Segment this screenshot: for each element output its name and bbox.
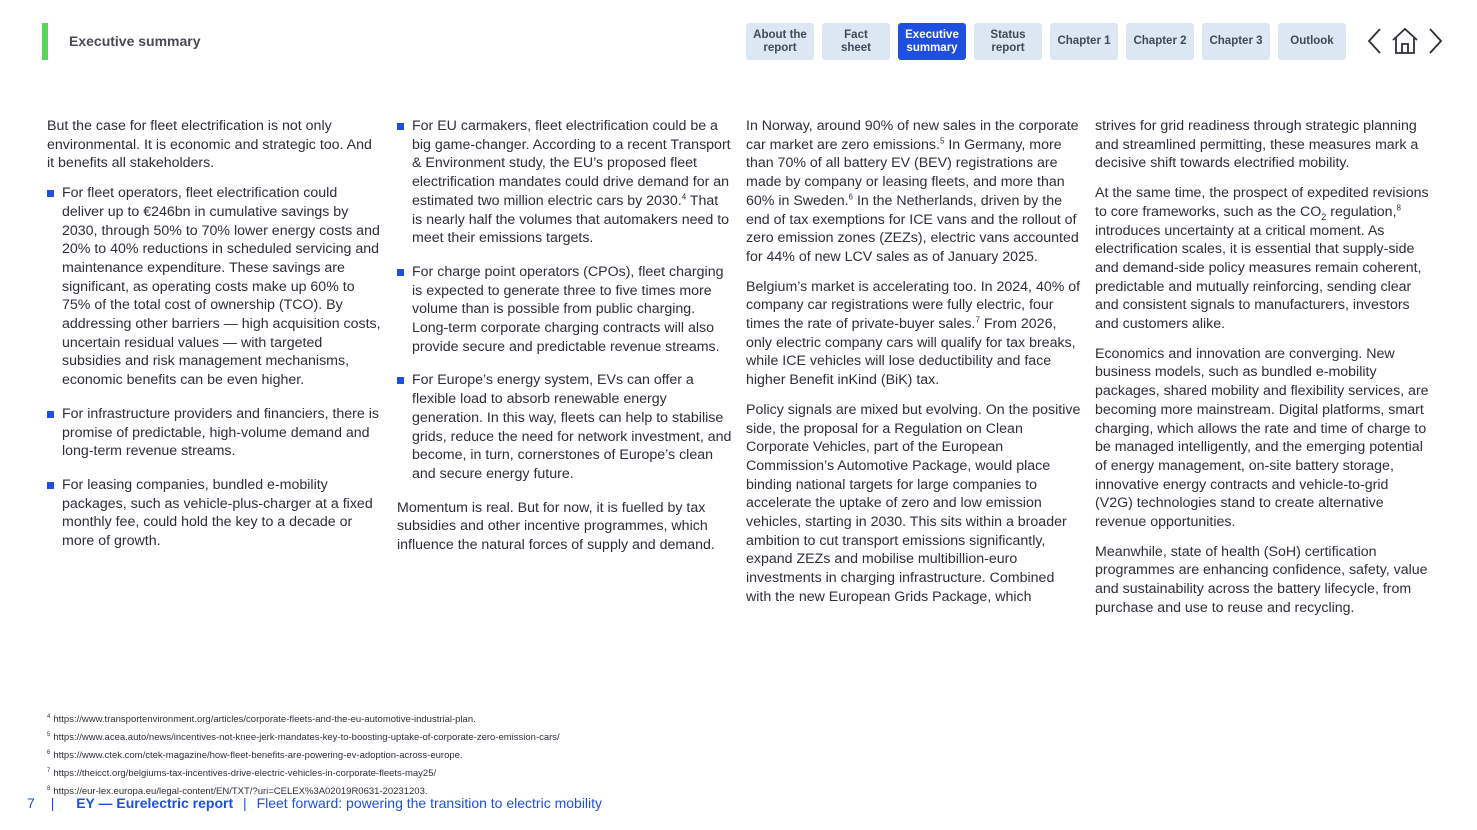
- tab-about-the-report[interactable]: About the report: [746, 23, 814, 60]
- list-item: For EU carmakers, fleet electrification could be a big game-changer. According to a recent Transport & Environment study, the EU’s proposed fleet electrification mandates could drive demand for an estimated two million electric cars by 2030.$^4$ That is nearly half the volumes that automakers need to meet their emissions targets.: [397, 117, 732, 248]
- tab-executive-summary[interactable]: Executive summary: [898, 23, 966, 60]
- list-item: For fleet operators, fleet electrification could deliver up to €246bn in cumulative savings by 2030, through 50% to 70% lower energy costs and 20% to 40% reductions in scheduled servicing and maintenance expenditure. These savings are significant, as operating costs make up 60% to 75% of the total cost of ownership (TCO). By addressing other barriers — high acquisition costs, uncertain residual values — with targeted subsidies and risk management mechanisms, economic benefits can be even higher.: [47, 184, 382, 390]
- tab-status-report[interactable]: Status report: [974, 23, 1042, 60]
- footer-separator: |: [50, 795, 55, 811]
- footer-divider: |: [243, 795, 247, 811]
- header-accent-bar: [42, 23, 48, 60]
- paragraph: Policy signals are mixed but evolving. On the positive side, the proposal for a Regulation on Clean Corporate Vehicles, part of the European Commission’s Automotive Package, would place binding national targets for large companies to accelerate the uptake of zero and low emission vehicles, starting in 2030. This sits within a broader ambition to cut transport emissions significantly, expand ZEZs and mobilise multibillion-euro investments in charging infrastructure. Combined with the new European Grids Package, which: [746, 401, 1081, 605]
- page-navigation: [1365, 26, 1445, 56]
- footnote-ref[interactable]: 7: [975, 315, 980, 325]
- list-item: For infrastructure providers and financiers, there is promise of predictable, high-volume demand and long-term revenue streams.: [47, 405, 382, 461]
- footnote: $^5$ https://www.acea.auto/news/incentives-not-knee-jerk-mandates-key-to-boosting-uptake-of-corporate-zero-emission-cars/: [47, 731, 560, 744]
- footnote-ref[interactable]: 6: [848, 192, 853, 202]
- footnote-ref[interactable]: 4: [681, 192, 687, 202]
- footnote-ref[interactable]: 5: [939, 135, 945, 145]
- footnote: $^7$ https://theicct.org/belgiums-tax-incentives-drive-electric-vehicles-in-corporate-fleets-may25/: [47, 767, 437, 780]
- paragraph: Meanwhile, state of health (SoH) certification programmes are enhancing confidence, safety, value and sustainability across the battery lifecycle, from purchase and use to reuse and recycling.: [1095, 543, 1428, 616]
- list-item: For charge point operators (CPOs), fleet charging is expected to generate three to five times more volume than is possible from public charging. Long-term corporate charging contracts will also provide secure and predictable revenue streams.: [397, 263, 732, 357]
- list-item: For leasing companies, bundled e-mobility packages, such as vehicle-plus-charger at a fixed monthly fee, could hold the key to a decade or more of growth.: [47, 476, 382, 551]
- tab-outlook[interactable]: Outlook: [1278, 23, 1346, 60]
- text-column-2: [397, 117, 732, 566]
- paragraph: Belgium’s market is accelerating too. In 2024, 40% of company car registrations were fully electric, four times the rate of private-buyer sales.$^7$ From 2026, only electric company cars will qualify for tax breaks, while ICE vehicles will lose deductibility and face higher Benefit inKind (BiK) tax.: [746, 278, 1081, 389]
- chevron-right-icon[interactable]: [1425, 26, 1445, 56]
- section-nav: [746, 23, 1346, 60]
- footnote-ref[interactable]: 8: [1396, 203, 1401, 213]
- footnote: $^8$ https://eur-lex.europa.eu/legal-content/EN/TXT/?uri=CELEX%3A02019R0631-20231203.: [47, 785, 428, 797]
- bullet-list: [397, 117, 732, 484]
- footnote: $^4$ https://www.transportenvironment.org/articles/corporate-fleets-and-the-eu-automotive-industrial-plan.: [47, 714, 476, 726]
- footer-subtitle: Fleet forward: powering the transition to electric mobility: [256, 795, 603, 811]
- paragraph: Economics and innovation are converging. New business models, such as bundled e-mobility packages, shared mobility and flexibility services, are becoming more mainstream. Digital platforms, smart charging, which allows the rate and time of charge to be managed intelligently, and the emerging potential of energy management, on-site battery storage, innovative energy contracts and vehicle-to-grid (V2G) technologies stand to create alternative revenue opportunities.: [1095, 345, 1429, 531]
- paragraph: At the same time, the prospect of expedited revisions to core frameworks, such as the $CO_2$ regulation,$^8$ introduces uncertainty at a critical moment. As electrification scales, it is essential that supply-side and demand-side policy measures remain coherent, predictable and mutually reinforcing, sending clear and consistent signals to manufacturers, investors and customers alike.: [1095, 185, 1429, 333]
- page-number: 7: [27, 795, 35, 811]
- tab-chapter-3[interactable]: Chapter 3: [1202, 23, 1270, 60]
- list-item: For Europe’s energy system, EVs can offer a flexible load to absorb renewable energy generation. In this way, fleets can help to stabilise grids, reduce the need for network investment, and become, in turn, cornerstones of Europe’s clean and secure energy future.: [397, 371, 732, 483]
- footnote-link[interactable]: https://theicct.org/belgiums-tax-incentives-drive-electric-vehicles-in-corporate-fleets-may25/: [53, 768, 437, 780]
- footnote-link[interactable]: https://www.acea.auto/news/incentives-not-knee-jerk-mandates-key-to-boosting-uptake-of-corporate-zero-emission-cars/: [53, 732, 560, 744]
- paragraph: strives for grid readiness through strategic planning and streamlined permitting, these measures mark a decisive shift towards electrified mobility.: [1095, 118, 1419, 172]
- text-column-1: [47, 117, 382, 566]
- tab-fact-sheet[interactable]: Fact sheet: [822, 23, 890, 60]
- paragraph: Momentum is real. But for now, it is fuelled by tax subsidies and other incentive programmes, which influence the natural forces of supply and demand.: [397, 499, 715, 554]
- tab-chapter-2[interactable]: Chapter 2: [1126, 23, 1194, 60]
- bullet-list: [47, 184, 382, 551]
- tab-chapter-1[interactable]: Chapter 1: [1050, 23, 1118, 60]
- footnote-link[interactable]: https://www.transportenvironment.org/articles/corporate-fleets-and-the-eu-automotive-industrial-plan.: [53, 714, 476, 726]
- paragraph: But the case for fleet electrification is not only environmental. It is economic and strategic too. And it benefits all stakeholders.: [47, 118, 372, 172]
- footer-brand: EY — Eurelectric report: [76, 795, 234, 811]
- footnote-link[interactable]: https://www.ctek.com/ctek-magazine/how-fleet-benefits-are-powering-ev-adoption-across-europe.: [53, 750, 463, 762]
- footnote: $^6$ https://www.ctek.com/ctek-magazine/how-fleet-benefits-are-powering-ev-adoption-across-europe.: [47, 749, 463, 762]
- text-column-3: [746, 117, 1081, 618]
- chevron-left-icon[interactable]: [1365, 26, 1385, 56]
- paragraph: In Norway, around 90% of new sales in the corporate car market are zero emissions.$^5$ In Germany, more than 70% of all battery EV (BEV) registrations are made by company or leasing fleets, and more than 60% in Sweden.$^6$ In the Netherlands, driven by the end of tax exemptions for ICE vans and the rollout of zero emission zones (ZEZs), electric vans accounted for 44% of new LCV sales as of January 2025.: [746, 118, 1079, 265]
- footnotes: [47, 710, 560, 800]
- home-icon[interactable]: [1391, 26, 1419, 56]
- text-column-4: [1095, 117, 1430, 629]
- footnote-link[interactable]: https://eur-lex.europa.eu/legal-content/EN/TXT/?uri=CELEX%3A02019R0631-20231203.: [53, 785, 428, 797]
- page-title: Executive summary: [69, 33, 201, 49]
- page-footer: [27, 795, 602, 811]
